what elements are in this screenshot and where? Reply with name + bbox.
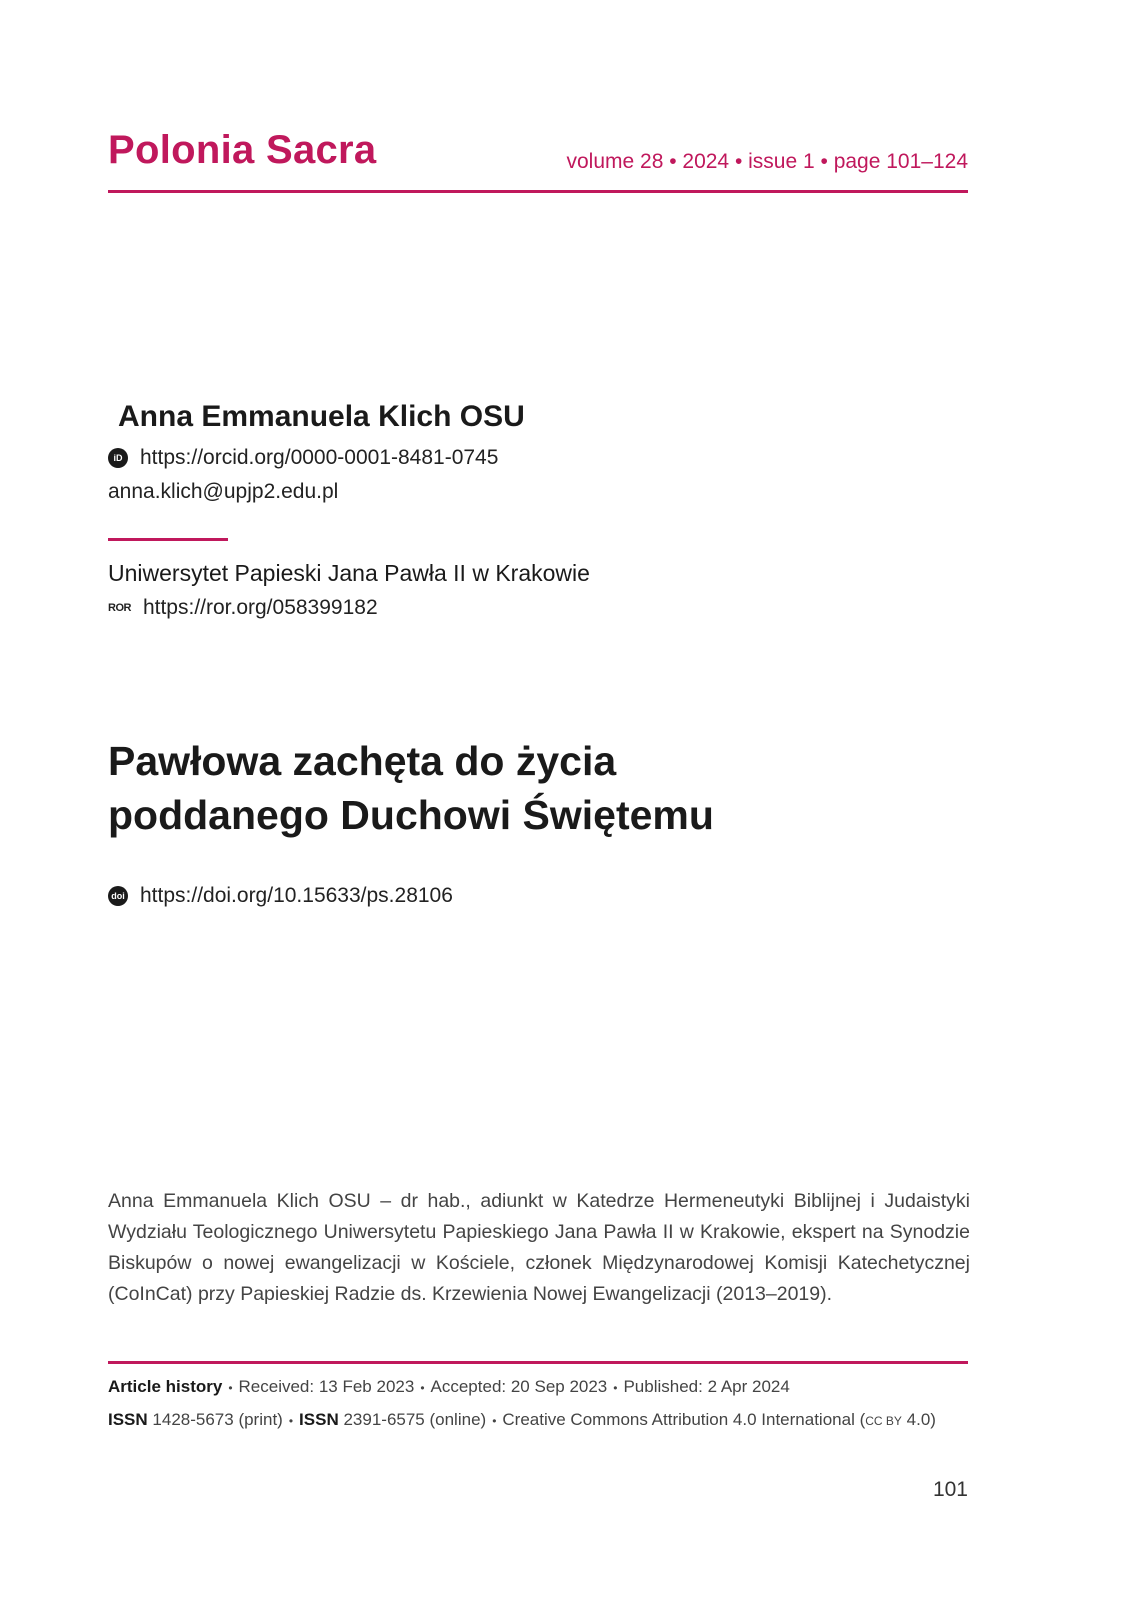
accepted-date: Accepted: 20 Sep 2023 — [430, 1377, 608, 1396]
history-label: Article history — [108, 1377, 223, 1396]
license-code: CC BY — [865, 1414, 902, 1428]
title-line-2: poddanego Duchowi Świętemu — [108, 792, 714, 838]
email-row — [108, 480, 338, 504]
issn-online: 2391-6575 (online) — [343, 1410, 487, 1429]
issn-label-online: ISSN — [299, 1410, 339, 1429]
ror-link[interactable]: https://ror.org/058399182 — [142, 596, 378, 619]
separator: • — [288, 1414, 294, 1428]
ror-row — [108, 596, 378, 620]
header-divider — [108, 190, 968, 193]
issn-print: 1428-5673 (print) — [152, 1410, 283, 1429]
received-date: Received: 13 Feb 2023 — [238, 1377, 415, 1396]
journal-title: Polonia Sacra — [108, 128, 377, 172]
footer-divider — [108, 1361, 968, 1364]
separator: • — [492, 1414, 497, 1428]
issn-line — [108, 1410, 936, 1430]
ror-icon: ROR — [108, 602, 131, 614]
license-suffix: 4.0) — [901, 1410, 936, 1429]
doi-icon: doi — [108, 886, 128, 906]
article-history — [108, 1377, 790, 1397]
orcid-link[interactable]: https://orcid.org/0000-0001-8481-0745 — [140, 446, 499, 469]
orcid-icon: iD — [108, 448, 128, 468]
page-number: 101 — [932, 1478, 968, 1501]
separator: • — [228, 1381, 233, 1395]
doi-row — [108, 884, 453, 908]
license-prefix: Creative Commons Attribution 4.0 International ( — [502, 1410, 866, 1429]
author-name: Anna Emmanuela Klich OSU — [118, 400, 525, 433]
doi-link[interactable]: https://doi.org/10.15633/ps.28106 — [140, 884, 453, 907]
author-bio: Anna Emmanuela Klich OSU – dr hab., adiunkt w Katedrze Hermeneutyki Biblijnej i Judaistyki Wydziału Teologicznego Uniwersytetu Papieskiego Jana Pawła II w Krakowie, ekspert na Synodzie Biskupów o nowej ewangelizacji w Kościele, członek Międzynarodowej Komisji Katechetycznej (CoInCat) przy Papieskiej Radzie ds. Krzewienia Nowej Ewangelizacji (2013–2019). — [108, 1190, 970, 1305]
separator: • — [613, 1381, 618, 1395]
author-email[interactable]: anna.klich@upjp2.edu.pl — [108, 480, 339, 503]
issn-label-print: ISSN — [108, 1410, 148, 1429]
article-title — [108, 734, 968, 842]
published-date: Published: 2 Apr 2024 — [623, 1377, 790, 1396]
separator: • — [420, 1381, 425, 1395]
title-line-1: Pawłowa zachęta do życia — [108, 738, 617, 784]
orcid-row — [108, 446, 498, 470]
author-divider — [108, 538, 228, 541]
affiliation: Uniwersytet Papieski Jana Pawła II w Krakowie — [108, 560, 590, 586]
issue-info: volume 28 • 2024 • issue 1 • page 101–124 — [566, 150, 968, 173]
